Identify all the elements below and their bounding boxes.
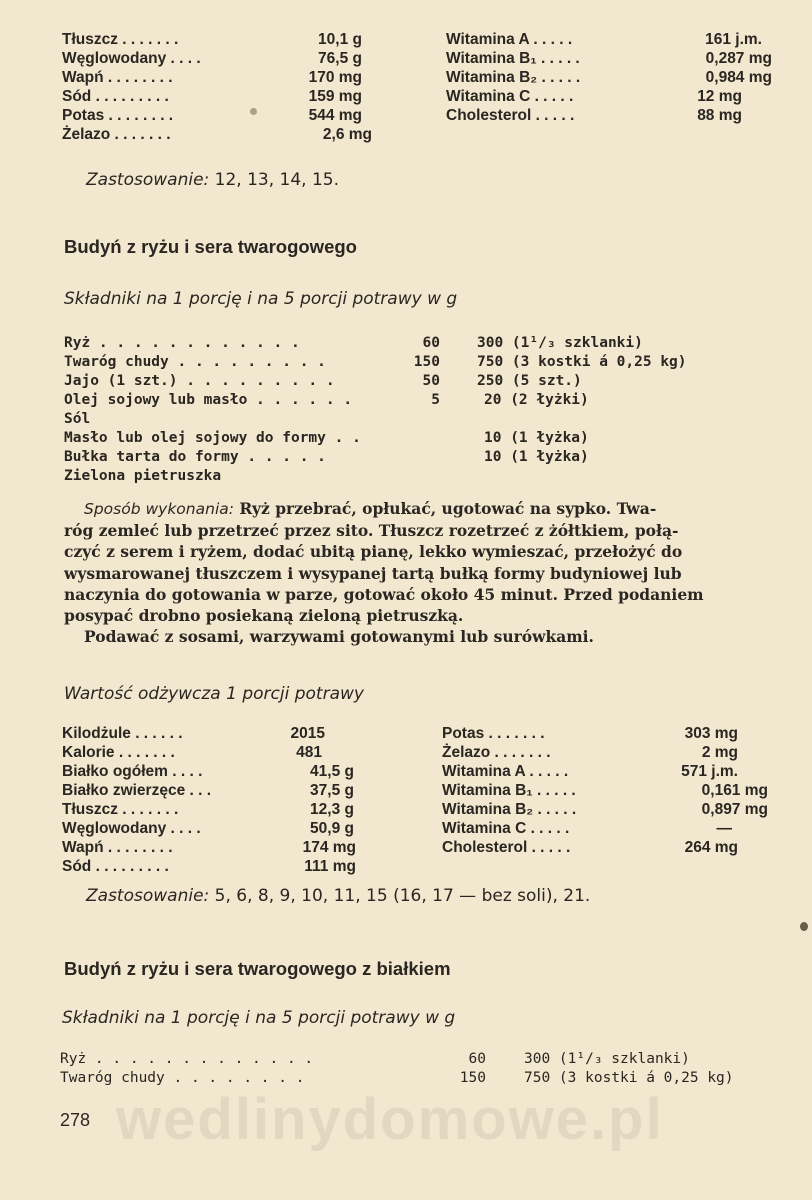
- ingredient-name: Ryż . . . . . . . . . . . .: [64, 335, 300, 351]
- ingredient-qty-1: 50: [422, 373, 440, 389]
- ingredient-name: Twaróg chudy . . . . . . . . .: [64, 354, 326, 370]
- ingredient-qty-1: 150: [459, 1070, 486, 1086]
- recipe-title: Budyń z ryżu i sera twarogowego z białkiem: [64, 958, 451, 979]
- ingredient-qty-5: 300 (1¹/₃ szklanki): [524, 1051, 690, 1067]
- ingredient-name: Bułka tarta do formy . . . . .: [64, 449, 326, 465]
- watermark: wedlinydomowe.pl: [116, 1087, 664, 1152]
- usage-line: Zastosowanie: 5, 6, 8, 9, 10, 11, 15 (16, 17 — bez soli), 21.: [86, 886, 591, 906]
- ingredient-qty-5: 750 (3 kostki á 0,25 kg): [477, 354, 687, 370]
- ingredient-name: Zielona pietruszka: [64, 468, 222, 484]
- ingredient-qty-5: 750 (3 kostki á 0,25 kg): [524, 1070, 734, 1086]
- ingredient-name: Jajo (1 szt.) . . . . . . . . .: [64, 373, 335, 389]
- ink-spot: [250, 108, 257, 115]
- ingredients-header: Składniki na 1 porcję i na 5 porcji potrawy w g: [62, 1008, 456, 1028]
- method-paragraph: Sposób wykonania: Ryż przebrać, opłukać, ugotować na sypko. Twa- róg zemleć lub przetrzeć przez sito. Tłuszcz rozetrzeć z żółtkiem, połą- czyć z serem i ryżem, dodać ubitą pianę, lekko wymieszać, przełożyć do wysmarowanej tłuszczem i wysypanej tartą bułką formy budyniowej lub naczynia do gotowania w parze, gotować około 45 minut. Przed podaniem posypać drobno posiekaną zieloną pietruszką. Podawać z sosami, warzywami gotowanymi lub surówkami.: [64, 498, 772, 647]
- ingredient-qty-5: 10 (1 łyżka): [484, 430, 589, 446]
- page-number: 278: [60, 1110, 91, 1130]
- serve-note: Podawać z sosami, warzywami gotowanymi lub surówkami.: [84, 627, 594, 647]
- ingredient-qty-5: 250 (5 szt.): [477, 373, 582, 389]
- ingredient-qty-1: 60: [422, 335, 440, 351]
- book-page: Tłuszcz . . . . . . . 10,1 g Węglowodany . . . . 76,5 g Wapń . . . . . . . . 170 mg Sód . . . . . . . . . 159 mg Potas . . . . . . . . 544 mg Żelazo . . . . . . . 2,6 mg Witamina A . . . . . 161 j.m. Witamina B₁ . . . . . 0,287 mg Witamina B₂ . . . . . 0,984 mg Witamina C . . . . . 12 mg Cholesterol . . . . . 88 mg Zastosowanie: 12, 13, 14, 15. Budyń z ryżu i sera twarogowego Składniki na 1 porcję i na 5 porcji potrawy w g Ryż . . . . . . . . . . . . 60 300 (1¹/₃ szklanki) Twaróg chudy . . . . . . . . . 150 750 (3 kostki á 0,25 kg) Jajo (1 szt.) . . . . . . . . . 50 250 (5 szt.) Olej sojowy lub masło . . . . . . 5 20 (2 łyżki) Sól Masło lub olej sojowy do formy . . 10 (1 łyżka) Bułka tarta do formy . . . . . 10 (1 łyżka) Zielona pietruszka Sposób wykonania: Ryż przebrać, opłukać, ugotować na sypko. Twa- róg zemleć lub przetrzeć przez sito. Tłuszcz rozetrzeć z żółtkiem, połą- czyć z serem i ryżem, dodać ubitą pianę, lekko wymieszać, przełożyć do wysmarowanej tłuszczem i wysypanej tartą bułką formy budyniowej lub naczynia do gotowania w parze, gotować około 45 minut. Przed podaniem posypać drobno posiekaną zieloną pietruszką. Podawać z sosami, warzywami gotowanymi lub surówkami. Wartość odżywcza 1 porcji potrawy Kilodżule . . . . . . 2015 Kalorie . . . . . . . 481 Białko ogółem . . . . 41,5 g Białko zwierzęce . . . 37,5 g Tłuszcz . . . . . . . 12,3 g Węglowodany . . . . 50,9 g Wapń . . . . . . . . 174 mg Sód . . . . . . . . . 111 mg Potas . . . . . . . 303 mg Żelazo . . . . . . . 2 mg Witamina A . . . . . 571 j.m. Witamina B₁ . . . . . 0,161 mg Witamina B₂ . . . . . 0,897 mg Witamina C . . . . . — Cholesterol . . . . . 264 mg Zastosowanie: 5, 6, 8, 9, 10, 11, 15 (16, 17 — bez soli), 21. Budyń z ryżu i sera twarogowego z białkiem Składniki na 1 porcję i na 5 porcji potrawy w g Ryż . . . . . . . . . . . . . 60 300 (1¹/₃ szklanki) Twaróg chudy . . . . . . . . 150 750 (3 kostki á 0,25 kg) wedlinydomowe.pl 278: [0, 0, 812, 1200]
- ingredient-qty-5: 10 (1 łyżka): [484, 449, 589, 465]
- ingredient-name: Sól: [64, 411, 91, 427]
- recipe-title: Budyń z ryżu i sera twarogowego: [64, 236, 357, 257]
- ingredient-qty-1: 60: [468, 1051, 486, 1067]
- ingredient-name: Twaróg chudy . . . . . . . .: [60, 1070, 305, 1086]
- ingredient-qty-1: 150: [413, 354, 440, 370]
- ingredients-header: Składniki na 1 porcję i na 5 porcji potrawy w g: [64, 289, 458, 309]
- ingredient-name: Olej sojowy lub masło . . . . . .: [64, 392, 353, 408]
- ingredient-qty-5: 20 (2 łyżki): [484, 392, 589, 408]
- usage-line: Zastosowanie: 12, 13, 14, 15.: [86, 170, 340, 190]
- ingredient-name: Masło lub olej sojowy do formy . .: [64, 430, 361, 446]
- ink-spot: [800, 922, 808, 931]
- ingredient-qty-1: 5: [431, 392, 440, 408]
- nutrition-header: Wartość odżywcza 1 porcji potrawy: [64, 684, 364, 704]
- ingredient-qty-5: 300 (1¹/₃ szklanki): [477, 335, 643, 351]
- ingredient-name: Ryż . . . . . . . . . . . . .: [60, 1051, 314, 1067]
